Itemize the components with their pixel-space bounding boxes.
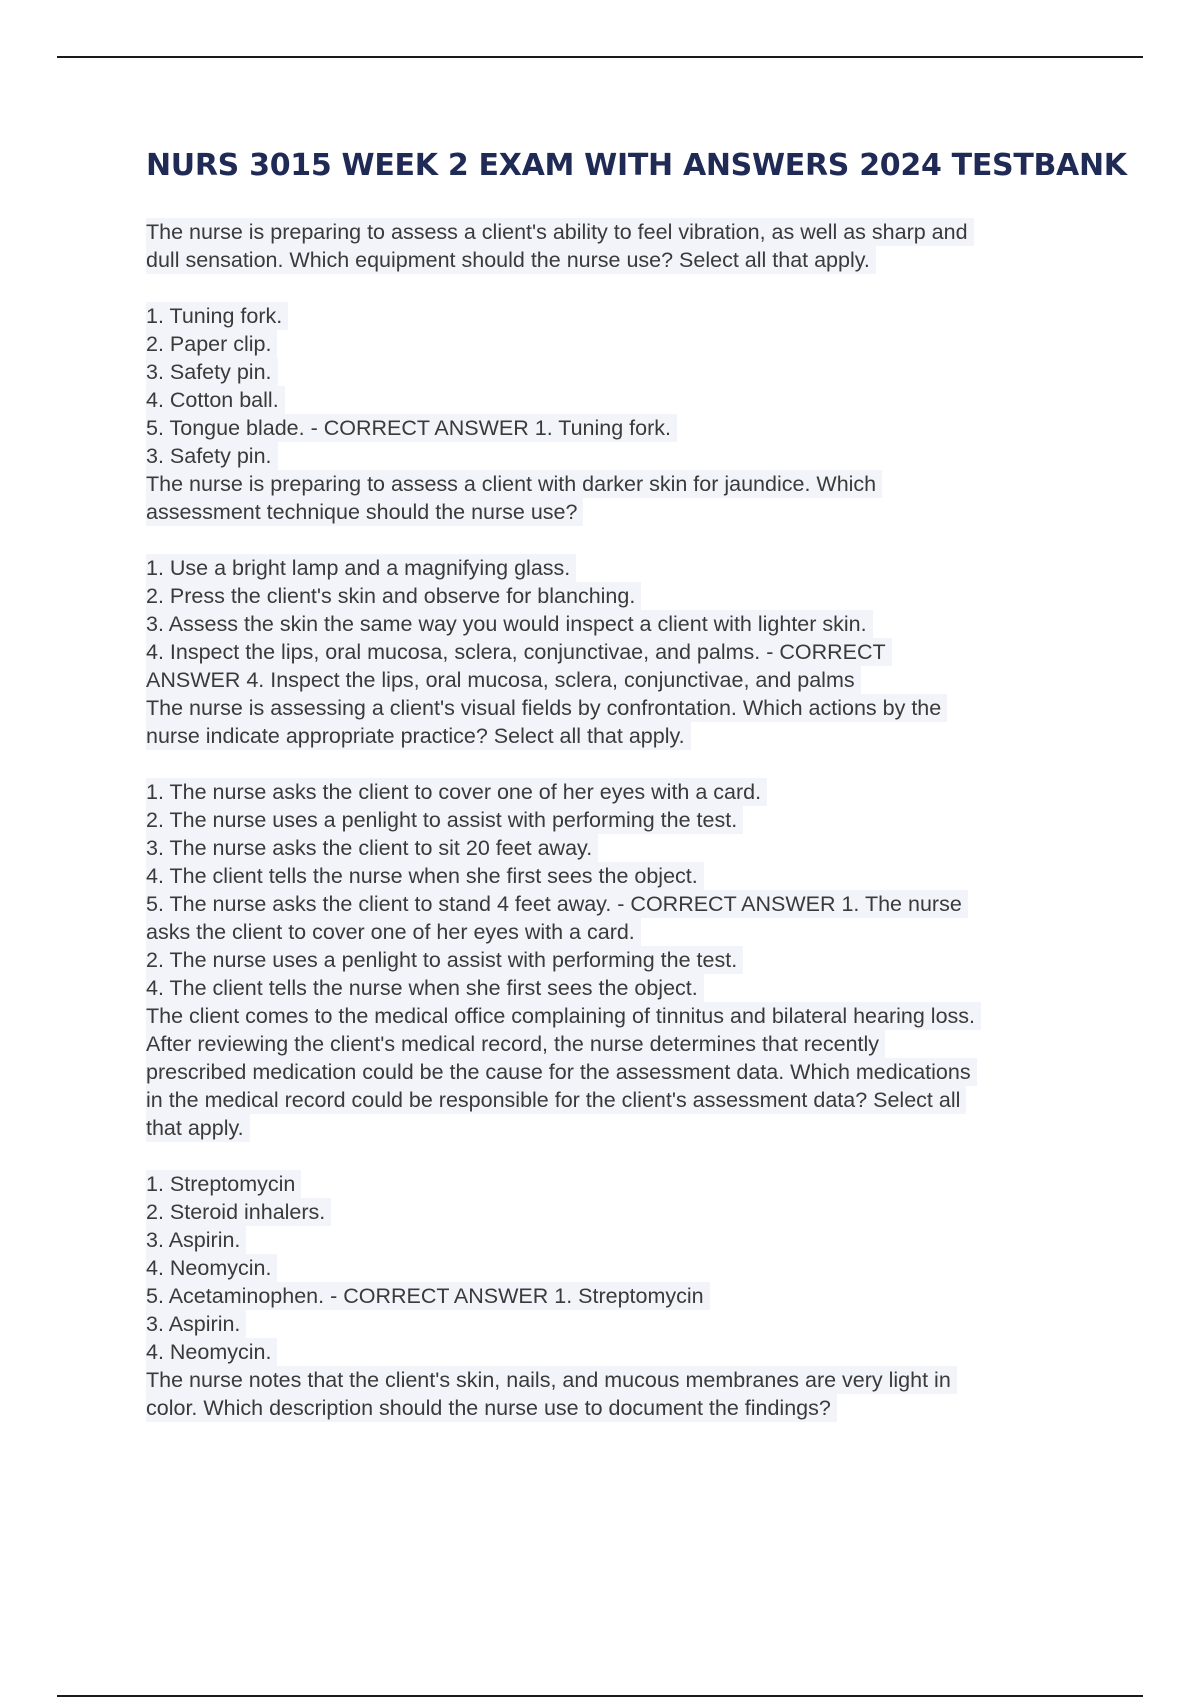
line-text: 4. The client tells the nurse when she first sees the object. [146,862,704,890]
line-text: assessment technique should the nurse use? [146,498,583,526]
text-line [146,610,1096,638]
line-text: 1. Use a bright lamp and a magnifying glass. [146,554,576,582]
text-line [146,386,1096,414]
line-text: 5. Acetaminophen. - CORRECT ANSWER 1. Streptomycin [146,1282,710,1310]
line-text: 3. Safety pin. [146,442,278,470]
footer-rule [57,1695,1143,1697]
text-line [146,302,1096,330]
text-line [146,1170,1096,1198]
text-line [146,330,1096,358]
line-text: dull sensation. Which equipment should the nurse use? Select all that apply. [146,246,876,274]
line-text: The nurse is assessing a client's visual fields by confrontation. Which actions by the [146,694,947,722]
text-line [146,974,1096,1002]
text-line [146,946,1096,974]
line-text: asks the client to cover one of her eyes with a card. [146,918,641,946]
blank-line [146,750,1096,778]
line-text: 5. Tongue blade. - CORRECT ANSWER 1. Tuning fork. [146,414,677,442]
text-line [146,218,1096,246]
text-line [146,1002,1096,1030]
text-line [146,1254,1096,1282]
line-text: 2. Press the client's skin and observe for blanching. [146,582,641,610]
text-line [146,1030,1096,1058]
text-line [146,862,1096,890]
line-text: 5. The nurse asks the client to stand 4 feet away. - CORRECT ANSWER 1. The nurse [146,890,968,918]
line-text: 4. Neomycin. [146,1338,277,1366]
line-text: 3. Aspirin. [146,1310,246,1338]
text-line [146,666,1096,694]
line-text: 3. Safety pin. [146,358,278,386]
line-text: 2. Paper clip. [146,330,277,358]
line-text: 3. Assess the skin the same way you would inspect a client with lighter skin. [146,610,873,638]
text-line [146,554,1096,582]
text-line [146,638,1096,666]
text-line [146,918,1096,946]
line-text: that apply. [146,1114,250,1142]
text-line [146,834,1096,862]
line-text: 2. The nurse uses a penlight to assist with performing the test. [146,806,743,834]
blank-line [146,526,1096,554]
text-line [146,582,1096,610]
line-text: color. Which description should the nurse use to document the findings? [146,1394,837,1422]
text-line [146,1198,1096,1226]
header-rule [57,56,1143,58]
text-line [146,1086,1096,1114]
line-text: 2. Steroid inhalers. [146,1198,331,1226]
line-text: The nurse is preparing to assess a client's ability to feel vibration, as well as sharp and [146,218,974,246]
text-line [146,1338,1096,1366]
text-line [146,1310,1096,1338]
line-text: 3. Aspirin. [146,1226,246,1254]
text-line [146,414,1096,442]
line-text: 4. Neomycin. [146,1254,277,1282]
text-line [146,442,1096,470]
line-text: The client comes to the medical office complaining of tinnitus and bilateral hearing loss. [146,1002,981,1030]
line-text: 4. Cotton ball. [146,386,285,414]
text-line [146,1114,1096,1142]
text-line [146,806,1096,834]
line-text: ANSWER 4. Inspect the lips, oral mucosa, sclera, conjunctivae, and palms [146,666,861,694]
blank-line [146,1142,1096,1170]
text-line [146,1226,1096,1254]
line-text: The nurse notes that the client's skin, nails, and mucous membranes are very light in [146,1366,957,1394]
text-line [146,722,1096,750]
text-line [146,694,1096,722]
line-text: 4. Inspect the lips, oral mucosa, sclera, conjunctivae, and palms. - CORRECT [146,638,892,666]
text-line [146,498,1096,526]
line-text: 3. The nurse asks the client to sit 20 feet away. [146,834,598,862]
line-text: nurse indicate appropriate practice? Select all that apply. [146,722,691,750]
text-line [146,778,1096,806]
blank-line [146,274,1096,302]
text-line [146,358,1096,386]
line-text: in the medical record could be responsible for the client's assessment data? Select all [146,1086,966,1114]
line-text: 1. Tuning fork. [146,302,288,330]
line-text: The nurse is preparing to assess a client with darker skin for jaundice. Which [146,470,882,498]
line-text: 1. Streptomycin [146,1170,301,1198]
line-text: 4. The client tells the nurse when she first sees the object. [146,974,704,1002]
line-text: 1. The nurse asks the client to cover one of her eyes with a card. [146,778,767,806]
text-line [146,470,1096,498]
line-text: After reviewing the client's medical record, the nurse determines that recently [146,1030,885,1058]
text-line [146,1282,1096,1310]
text-line [146,246,1096,274]
line-text: 2. The nurse uses a penlight to assist with performing the test. [146,946,743,974]
document-title: NURS 3015 WEEK 2 EXAM WITH ANSWERS 2024 TESTBANK [146,148,1127,183]
line-text: prescribed medication could be the cause for the assessment data. Which medications [146,1058,977,1086]
text-line [146,1366,1096,1394]
document-body [146,218,1096,1422]
text-line [146,890,1096,918]
text-line [146,1058,1096,1086]
text-line [146,1394,1096,1422]
